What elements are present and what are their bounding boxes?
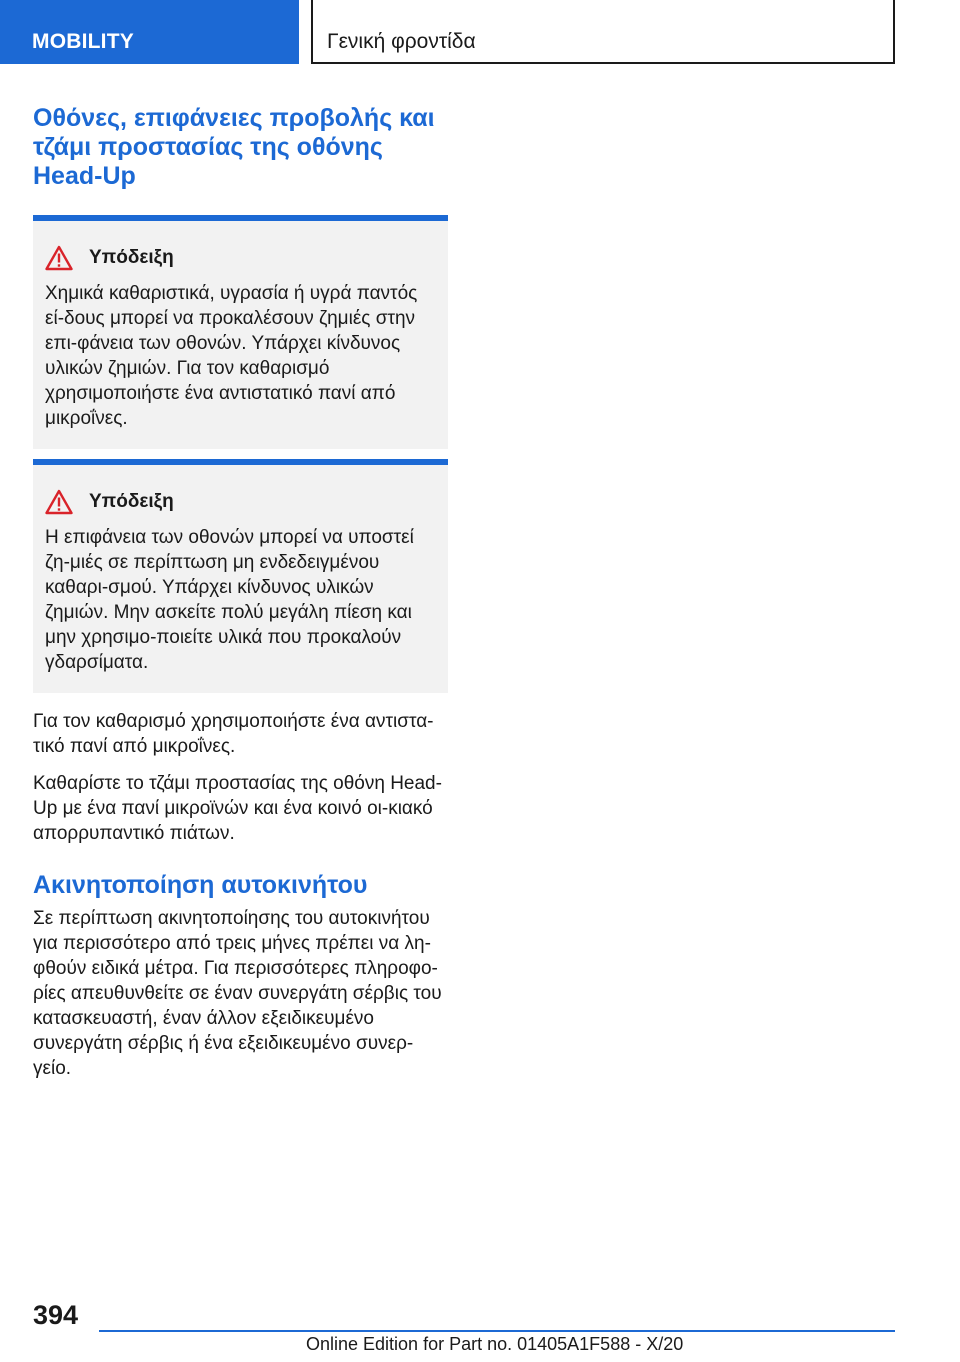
note-text: Χημικά καθαριστικά, υγρασία ή υγρά παντός εί-δους μπορεί να προκαλέσουν ζημιές στην επι-φάνεια των οθονών. Υπάρχει κίνδυνος υλικών ζημιών. Για τον καθαρισμό χρησιμοποιήστε ένα αντιστατικό πανί από μικροΐνες. [45, 283, 418, 429]
body-paragraph: Καθαρίστε το τζάμι προστασίας της οθόνη Head-Up με ένα πανί μικροϊνών και ένα κοινό οι-κιακό απορρυπαντικό πιάτων. [33, 773, 442, 844]
note-text: Η επιφάνεια των οθονών μπορεί να υποστεί ζη-μιές σε περίπτωση μη ενδεδειγμένου καθαρι-σμού. Υπάρχει κίνδυνος υλικών ζημιών. Μην ασκείτε πολύ μεγάλη πίεση και μην χρησιμο-ποιείτε υλικά που προκαλούν γδαρσίματα. [45, 527, 414, 673]
warning-triangle-icon [45, 489, 73, 515]
page-content [33, 104, 448, 1081]
page-number: 394 [33, 1300, 79, 1330]
note-title: Υπόδειξη [89, 247, 174, 268]
section-heading-displays: Οθόνες, επιφάνειες προβολής και τζάμι προστασίας της οθόνης Head-Up [33, 104, 435, 190]
note-title-row [45, 245, 436, 271]
note-title: Υπόδειξη [89, 491, 174, 512]
section-tab: MOBILITY [0, 0, 299, 64]
note-box [33, 459, 448, 693]
body-paragraph: Για τον καθαρισμό χρησιμοποιήστε ένα αντιστα-τικό πανί από μικροΐνες. [33, 711, 434, 757]
chapter-title: Γενική φροντίδα [311, 0, 895, 64]
section-heading-storage: Ακινητοποίηση αυτοκινήτου [33, 871, 368, 899]
warning-triangle-icon [45, 245, 73, 271]
edition-footer: Online Edition for Part no. 01405A1F588 - X/20 [306, 1334, 684, 1354]
footer-divider [99, 1330, 895, 1332]
note-title-row [45, 489, 436, 515]
note-box [33, 215, 448, 449]
body-paragraph: Σε περίπτωση ακινητοποίησης του αυτοκινήτου για περισσότερο από τρεις μήνες πρέπει να λη-φθούν ειδικά μέτρα. Για περισσότερες πληροφο-ρίες απευθυνθείτε σε έναν συνεργάτη σέρβις του κατασκευαστή, έναν άλλον εξειδικευμένο συνεργάτη σέρβις ή ένα εξειδικευμένο συνερ-γείο. [33, 908, 442, 1079]
